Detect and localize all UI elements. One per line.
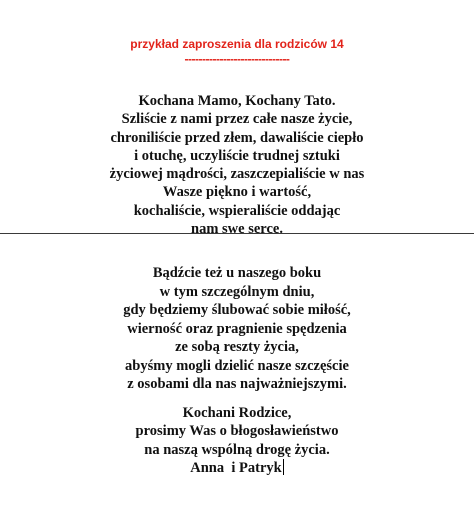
title-underline: ------------------------------	[184, 52, 290, 66]
poem-line: na naszą wspólną drogę życia.	[144, 441, 330, 458]
poem-line: Szliście z nami przez całe nasze życie,	[121, 111, 353, 128]
poem-line: życiowej mądrości, zaszczepialiście w nas	[109, 166, 365, 183]
document-title: przykład zaproszenia dla rodziców 14	[130, 37, 344, 51]
poem-line: chroniliście przed złem, dawaliście ciepło	[110, 129, 364, 146]
text-cursor-icon	[283, 459, 284, 475]
poem-line: wierność oraz pragnienie spędzenia	[127, 320, 347, 337]
poem-line: ze sobą reszty życia,	[175, 339, 299, 355]
poem-line: kochaliście, wspieraliście oddając	[133, 202, 341, 219]
stanza-blessing	[0, 404, 474, 477]
poem-line: nam swe serce.	[191, 221, 283, 238]
signature-line	[0, 459, 474, 477]
signature-names: Anna i Patryk	[190, 459, 282, 476]
stanza-invitation	[0, 264, 474, 394]
poem-line: w tym szczególnym dniu,	[159, 283, 315, 300]
poem-line: i otuchę, uczyliście trudnej sztuki	[134, 147, 340, 164]
page-break-line	[0, 233, 474, 234]
poem-line: z osobami dla nas najważniejszymi.	[127, 376, 347, 392]
poem-line: Bądźcie też u naszego boku	[152, 265, 322, 281]
poem-line: abyśmy mogli dzielić nasze szczęście	[125, 357, 349, 374]
poem-line: Kochana Mamo, Kochany Tato.	[138, 93, 336, 109]
stanza-parents-greeting	[0, 92, 474, 238]
poem-line: Kochani Rodzice,	[182, 405, 292, 421]
poem-line: prosimy Was o błogosławieństwo	[135, 423, 339, 440]
poem-line: gdy będziemy ślubować sobie miłość,	[123, 302, 351, 318]
poem-line: Wasze piękno i wartość,	[162, 184, 312, 201]
